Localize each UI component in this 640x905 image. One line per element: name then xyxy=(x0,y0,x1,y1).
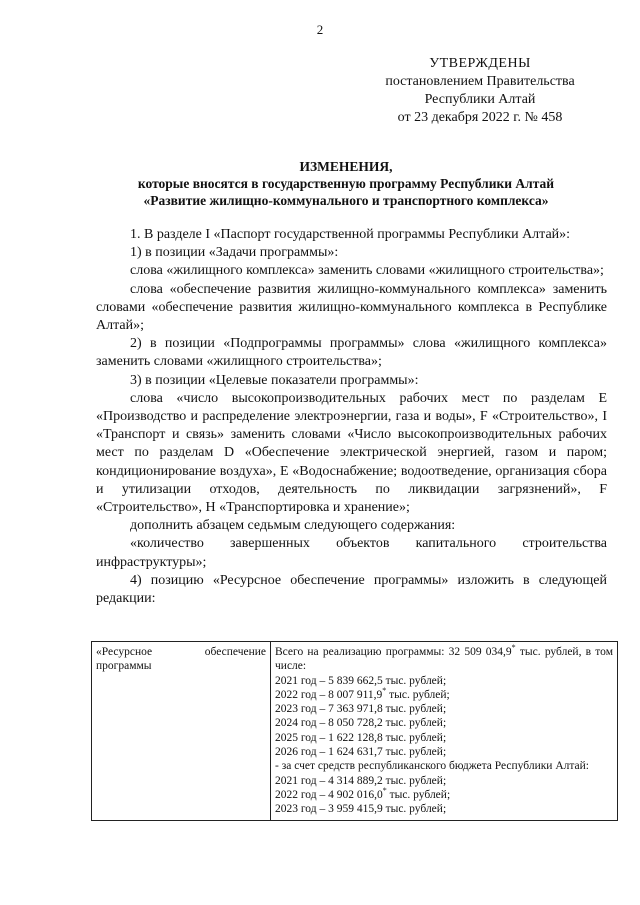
resource-table xyxy=(91,641,618,821)
total-suffix: тыс. рублей, в том числе: xyxy=(275,646,613,673)
year-row xyxy=(275,731,613,745)
budget-source-line: - за счет средств республиканского бюджета Республики Алтай: xyxy=(275,760,590,773)
title-line: «Развитие жилищно-коммунального и транспортного комплекса» xyxy=(143,193,549,208)
year-text: 2025 год – 1 622 128,8 тыс. рублей; xyxy=(275,731,447,744)
page-number: 2 xyxy=(316,22,324,37)
year-row xyxy=(275,688,613,702)
paragraph: слова «обеспечение развития жилищно-коммунального комплекса» заменить словами «обеспечение развития жилищно-коммунального комплекса в Республике Алтай»; xyxy=(96,281,607,334)
year-text: 2024 год – 8 050 728,2 тыс. рублей; xyxy=(275,717,447,730)
year-row xyxy=(275,702,613,716)
paragraph: 2) в позиции «Подпрограммы программы» слова «жилищного комплекса» заменить словами «жилищного строительства»; xyxy=(96,336,607,370)
total-line xyxy=(275,645,613,674)
table-row xyxy=(92,642,618,821)
paragraph: 4) позицию «Ресурсное обеспечение программы» изложить в следующей редакции: xyxy=(96,572,607,607)
table-cell-label: «Ресурсное обеспечение программы xyxy=(92,642,271,821)
document-title xyxy=(96,158,596,209)
year-text: 2022 год – 8 007 911,9 xyxy=(275,688,383,701)
approval-line: Республики Алтай xyxy=(424,92,536,107)
title-line: ИЗМЕНЕНИЯ, xyxy=(299,159,393,174)
paragraph: слова «число высокопроизводительных рабочих мест по разделам E «Производство и распределение электроэнергии, газа и воды», F «Строительство», I «Транспорт и связь» заменить словами «Число высокопроизводительных рабочих мест по разделам D «Обеспечение электрической энергией, газом и паром; кондиционирование воздуха», E «Водоснабжение; водоотведение, организация сбора и утилизации отходов, деятельность по ликвидации загрязнений», F «Строительство», H «Транспортировка и хранение»; xyxy=(96,390,607,516)
paragraph: 1) в позиции «Задачи программы»: xyxy=(130,245,339,261)
table-cell-values xyxy=(271,642,618,821)
year-text: 2026 год – 1 624 631,7 тыс. рублей; xyxy=(275,746,447,759)
approval-line: от 23 декабря 2022 г. № 458 xyxy=(397,110,563,125)
approval-line: постановлением Правительства xyxy=(385,74,575,89)
title-line: которые вносятся в государственную программу Республики Алтай xyxy=(137,176,555,191)
paragraph: дополнить абзацем седьмым следующего содержания: xyxy=(130,518,456,534)
footnote-mark: * xyxy=(382,686,387,696)
approval-heading: УТВЕРЖДЕНЫ xyxy=(429,56,531,71)
year-text: 2021 год – 5 839 662,5 тыс. рублей; xyxy=(275,674,447,687)
year-text: 2021 год – 4 314 889,2 тыс. рублей; xyxy=(275,774,447,787)
footnote-mark: * xyxy=(382,786,387,796)
paragraph: «количество завершенных объектов капитального строительства инфраструктуры»; xyxy=(96,536,607,570)
footnote-mark: * xyxy=(511,643,516,653)
year-row xyxy=(275,745,613,759)
paragraph: 3) в позиции «Целевые показатели программы»: xyxy=(130,372,419,388)
year-text: 2023 год – 7 363 971,8 тыс. рублей; xyxy=(275,703,447,716)
year-row xyxy=(275,674,613,688)
year-suffix: тыс. рублей; xyxy=(386,788,451,801)
paragraph: слова «жилищного комплекса» заменить словами «жилищного строительства»; xyxy=(130,263,604,279)
year-row xyxy=(275,788,613,802)
paragraph: 1. В разделе I «Паспорт государственной программы Республики Алтай»: xyxy=(130,227,571,242)
year-row xyxy=(275,802,613,816)
year-text: 2023 год – 3 959 415,9 тыс. рублей; xyxy=(275,803,447,816)
approval-stamp xyxy=(360,55,600,127)
year-row xyxy=(275,774,613,788)
document-body xyxy=(96,226,607,608)
year-text: 2022 год – 4 902 016,0 xyxy=(275,788,383,801)
year-row xyxy=(275,716,613,730)
total-prefix: Всего на реализацию программы: 32 509 034,9 xyxy=(275,646,512,658)
year-suffix: тыс. рублей; xyxy=(386,688,450,701)
